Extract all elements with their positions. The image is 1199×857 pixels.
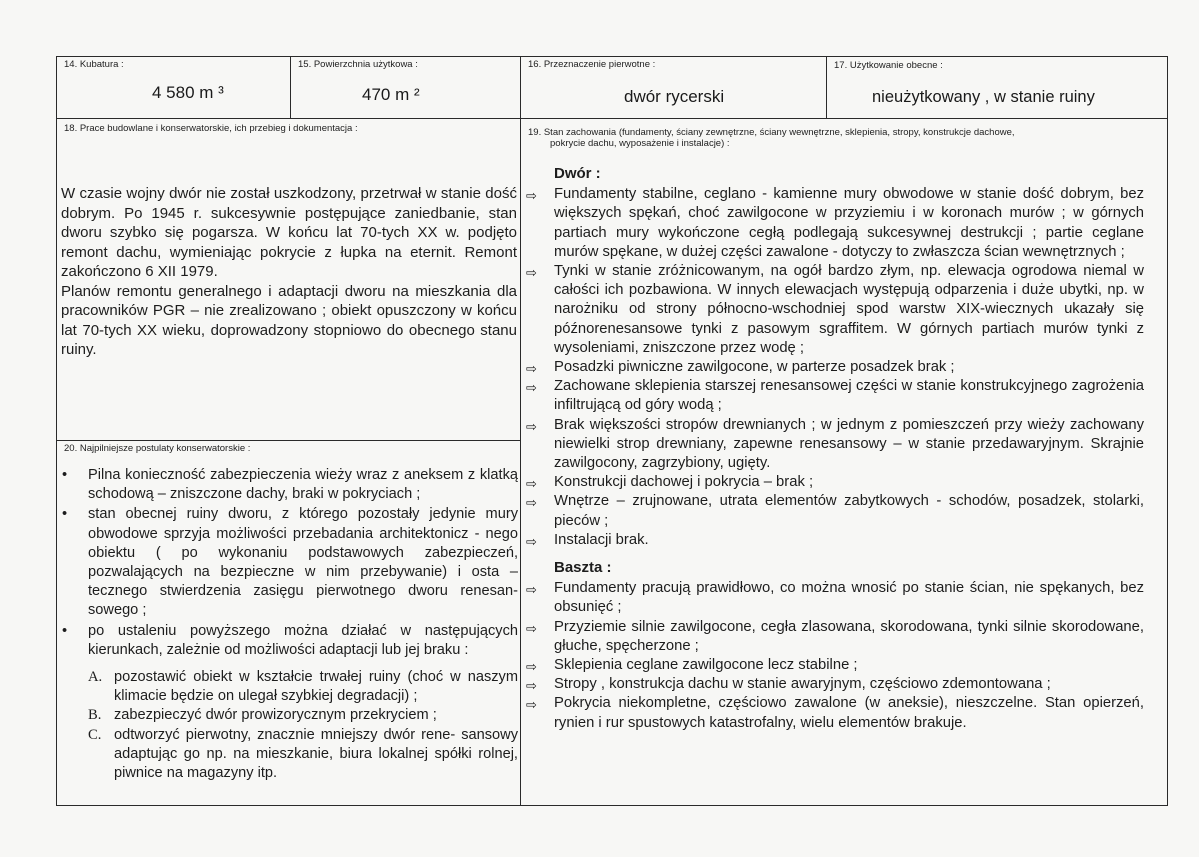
dwor-text: Konstrukcji dachowej i pokrycia – brak ; bbox=[554, 474, 814, 491]
stan-list bbox=[526, 160, 1144, 733]
option-text: zabezpieczyć dwór prowizorycznym przekryciem ; bbox=[114, 707, 437, 724]
baszta-item bbox=[526, 656, 1144, 675]
dwor-item bbox=[526, 416, 1144, 474]
field-przeznaczenie bbox=[520, 56, 826, 118]
arrow-icon: ⇨ bbox=[526, 419, 537, 435]
option-letter: C. bbox=[88, 726, 102, 743]
dwor-item bbox=[526, 262, 1144, 358]
arrow-icon: ⇨ bbox=[526, 660, 537, 676]
baszta-text: Stropy , konstrukcja dachu w stanie awaryjnym, częściowo zdemontowana ; bbox=[554, 676, 1051, 693]
dwor-text: Posadzki piwniczne zawilgocone, w parterze posadzek brak ; bbox=[554, 359, 955, 376]
baszta-items bbox=[526, 579, 1144, 733]
postulaty-list bbox=[60, 466, 518, 783]
arrow-icon: ⇨ bbox=[526, 189, 537, 205]
field-label: 16. Przeznaczenie pierwotne : bbox=[528, 59, 656, 70]
field-postulaty bbox=[56, 440, 520, 806]
field-label: 15. Powierzchnia użytkowa : bbox=[298, 59, 418, 70]
dwor-items bbox=[526, 185, 1144, 550]
bullet-mark: • bbox=[62, 622, 68, 639]
arrow-icon: ⇨ bbox=[526, 362, 537, 378]
dwor-item bbox=[526, 358, 1144, 377]
dwor-item bbox=[526, 531, 1144, 550]
postulat-item bbox=[60, 505, 518, 620]
dwor-text: Instalacji brak. bbox=[554, 531, 649, 548]
option-text: pozostawić obiekt w kształcie trwałej ruiny (choć w naszym klimacie będzie on ulegał szybkiej degradacji) ; bbox=[114, 669, 518, 705]
baszta-item bbox=[526, 694, 1144, 732]
field-value: nieużytkowany , w stanie ruiny bbox=[872, 88, 1095, 106]
field-label: 14. Kubatura : bbox=[64, 59, 124, 70]
option-item bbox=[60, 706, 518, 725]
field-powierzchnia bbox=[290, 56, 520, 118]
postulat-text: stan obecnej ruiny dworu, z którego pozostały jedynie mury obwodowe sprzyja możliwości przebadania architektonicz - nego obiektu ( po wykonaniu podstawowych zabezpieczeń, pozwalających na bezpieczne w nim przebywanie) i osta – tecznego stwierdzenia zasięgu pierwotnego dworu renesan- sowego ; bbox=[88, 506, 518, 619]
field-prace-budowlane bbox=[56, 118, 520, 440]
field-value: 470 m ² bbox=[362, 85, 420, 104]
baszta-text: Fundamenty pracują prawidłowo, co można wnosić po stanie ścian, nie spękanych, bez obsunięć ; bbox=[554, 580, 1144, 616]
baszta-text: Sklepienia ceglane zawilgocone lecz stabilne ; bbox=[554, 657, 858, 674]
field-stan-zachowania bbox=[520, 118, 1168, 806]
postulat-text: po ustaleniu powyższego można działać w następujących kierunkach, zależnie od możliwości adaptacji lub jej braku : bbox=[88, 622, 518, 658]
section-title-dwor: Dwór : bbox=[554, 165, 601, 182]
field-label: 20. Najpilniejsze postulaty konserwatorskie : bbox=[64, 443, 251, 454]
arrow-icon: ⇨ bbox=[526, 266, 537, 282]
arrow-icon: ⇨ bbox=[526, 583, 537, 599]
prace-paragraph-1: W czasie wojny dwór nie został uszkodzony, przetrwał w stanie dość dobrym. Po 1945 r. sukcesywnie postępujące zaniedbanie, stan dworu szybko się pogarsza. W końcu lat 70-tych XX w. podjęto remont dachu, wymieniając pokrycie z łupka na eternit. Remont zakończono 6 XII 1979. bbox=[61, 185, 517, 280]
arrow-icon: ⇨ bbox=[526, 621, 537, 637]
postulat-item bbox=[60, 466, 518, 504]
option-text: odtworzyć pierwotny, znacznie mniejszy dwór rene- sansowy adaptując go np. na mieszkanie, biura lokalnej spółki rolnej, piwnice na magazyny itp. bbox=[114, 726, 518, 782]
option-letter: B. bbox=[88, 707, 102, 724]
dwor-text: Tynki w stanie zróżnicowanym, na ogół bardzo złym, np. elewacja ogrodowa niemal w całości ich pozbawiona. W innych elewacjach występują odparzenia i duże ubytki, np. w narożniku od strony północno-wschodniej spod warstw XIX-wiecznych ukazały się późnorenesansowe tynki z pasowym sgraffitem. W górnych partiach murów tynki z wysoleniami, zniszczone przez wodę ; bbox=[554, 263, 1144, 356]
baszta-item bbox=[526, 675, 1144, 694]
option-item bbox=[60, 668, 518, 706]
arrow-icon: ⇨ bbox=[526, 477, 537, 493]
dwor-item bbox=[526, 473, 1144, 492]
field-uzytkowanie bbox=[826, 56, 1168, 118]
bullet-mark: • bbox=[62, 506, 68, 523]
bullet-mark: • bbox=[62, 467, 68, 483]
field-kubatura bbox=[56, 56, 290, 118]
dwor-item bbox=[526, 492, 1144, 530]
dwor-text: Wnętrze – zrujnowane, utrata elementów zabytkowych - schodów, posadzek, stolarki, pieców ; bbox=[554, 493, 1144, 529]
field-label-cont: pokrycie dachu, wyposażenie i instalacje) : bbox=[550, 138, 730, 149]
arrow-icon: ⇨ bbox=[526, 698, 537, 714]
field-label: 19. Stan zachowania (fundamenty, ściany zewnętrzne, ściany wewnętrzne, sklepienia, stropy, konstrukcje dachowe, bbox=[528, 127, 1015, 138]
dwor-item bbox=[526, 185, 1144, 262]
arrow-icon: ⇨ bbox=[526, 381, 537, 397]
dwor-text: Fundamenty stabilne, ceglano - kamienne mury obwodowe w stanie dość dobrym, bez większych spękań, choć zawilgocone w przyziemiu i w koronach murów ; w górnych partiach mury wykończone cegłą podlegają sukcesywnej destrukcji ; partie ceglane murów spękane, w dużej części zawalone - dotyczy to zwłaszcza ścian wewnętrznych ; bbox=[554, 186, 1144, 260]
baszta-text: Pokrycia niekompletne, częściowo zawalone (w aneksie), nieszczelne. Stan opierzeń, rynien i rur spustowych katastrofalny, wielu elementów brakuje. bbox=[554, 695, 1144, 731]
arrow-icon: ⇨ bbox=[526, 679, 537, 695]
baszta-item bbox=[526, 579, 1144, 617]
postulat-item bbox=[60, 622, 518, 660]
field-value: dwór rycerski bbox=[624, 87, 725, 106]
baszta-text: Przyziemie silnie zawilgocone, cegła zlasowana, skorodowana, tynki silnie skorodowane, głuche, spęcherzone ; bbox=[554, 618, 1144, 654]
field-label: 18. Prace budowlane i konserwatorskie, ich przebieg i dokumentacja : bbox=[64, 123, 358, 134]
prace-paragraph-2: Planów remontu generalnego i adaptacji dworu na mieszkania dla pracowników PGR – nie zrealizowano ; obiekt opuszczony w końcu lat 70-tych XX wieku, doprowadzony stopniowo do obecnego stanu ruiny. bbox=[61, 282, 517, 358]
prace-text bbox=[61, 184, 517, 360]
section-title-baszta: Baszta : bbox=[554, 559, 612, 577]
field-label: 17. Użytkowanie obecne : bbox=[834, 60, 943, 71]
baszta-item bbox=[526, 618, 1144, 656]
option-letter: A. bbox=[88, 669, 103, 686]
dwor-text: Brak większości stropów drewnianych ; w jednym z pomieszczeń przy wieży zachowany niewielki strop drewniany, zapewne renesansowy – w stanie przedawaryjnym. Skrajnie zawilgocony, zagrzybiony, ugięty. bbox=[554, 416, 1144, 472]
option-item bbox=[60, 726, 518, 784]
dwor-text: Zachowane sklepienia starszej renesansowej części w stanie konstrukcyjnego zagrożenia infiltrującą od góry wodą ; bbox=[554, 378, 1144, 414]
arrow-icon: ⇨ bbox=[526, 496, 537, 512]
postulat-text: Pilna konieczność zabezpieczenia wieży wraz z aneksem z klatką schodową – zniszczone dachy, braki w pokryciach ; bbox=[88, 467, 518, 503]
dwor-item bbox=[526, 377, 1144, 415]
field-value: 4 580 m ³ bbox=[152, 83, 224, 102]
arrow-icon: ⇨ bbox=[526, 534, 537, 550]
